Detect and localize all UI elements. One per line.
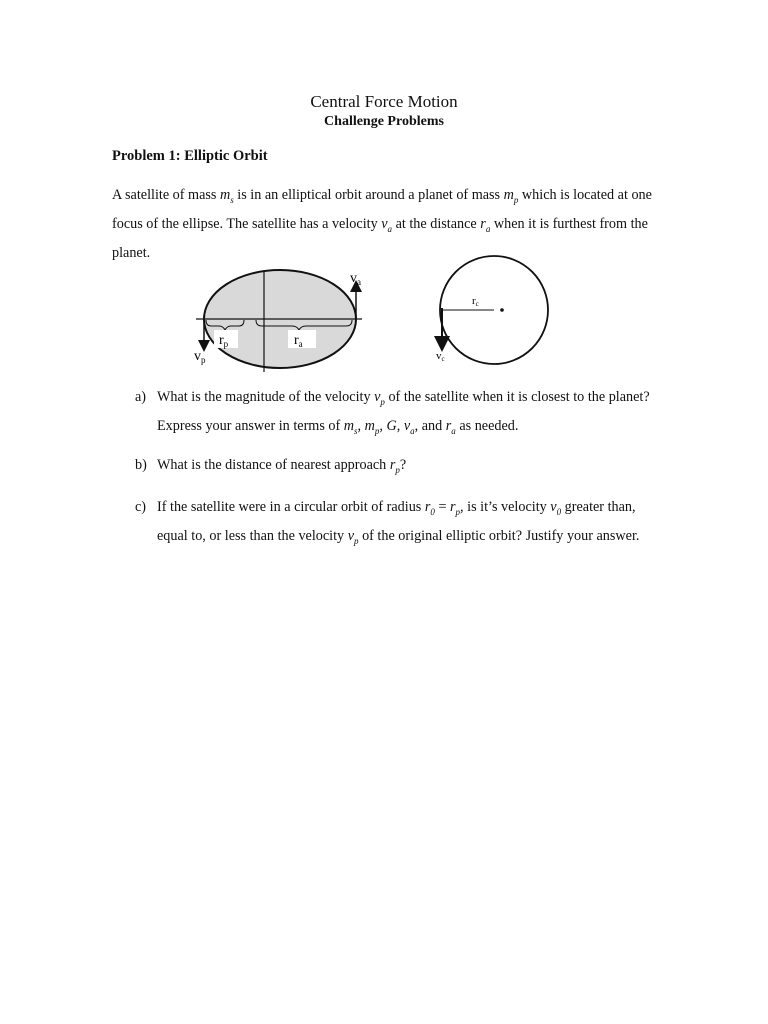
ra-label: $r_a$ bbox=[294, 333, 303, 349]
var-mp: $m_p$ bbox=[503, 187, 519, 205]
intro-text-4: at the distance bbox=[392, 215, 481, 232]
var-rp: $r_p$ bbox=[389, 457, 400, 475]
intro-text-1: A satellite of mass bbox=[112, 187, 220, 203]
var-rp: $r_p$ bbox=[450, 499, 461, 517]
var-vp: $v_p$ bbox=[374, 389, 385, 407]
vp-label: $v_p$ bbox=[194, 349, 206, 365]
question-b bbox=[135, 453, 655, 482]
var-va: $v_a$ bbox=[381, 215, 393, 234]
intro-text-3: which is located at one focus of the ellipse. The satellite has a velocity bbox=[112, 187, 652, 232]
question-a-text: What is the magnitude of the velocity $v_p$ of the satellite when it is closest to the planet? Express your answer in terms of $m_s$, $m_p$, G, $v_a$, and $r_a$ as needed. bbox=[157, 389, 650, 436]
var-ms: $m_s$ bbox=[343, 417, 358, 436]
var-vp: $v_p$ bbox=[347, 527, 359, 546]
var-r0: $r_0$ bbox=[424, 499, 435, 517]
var-mp: $m_p$ bbox=[364, 417, 380, 436]
rc-label: rc bbox=[472, 295, 479, 308]
planet-dot bbox=[500, 308, 504, 312]
var-ra: $r_a$ bbox=[480, 215, 491, 234]
question-c-text: If the satellite were in a circular orbit of radius $r_0 = r_p$, is it’s velocity $v_0$ greater than, equal to, or less than the velocity $v_p$ of the original elliptic orbit? Justify your answer. bbox=[157, 499, 640, 546]
rp-label: $r_p$ bbox=[219, 333, 229, 349]
question-a-letter: a) bbox=[135, 389, 147, 405]
va-label: $v_a$ bbox=[350, 271, 361, 287]
vc-label: vc bbox=[436, 350, 445, 363]
var-v0: $v_0$ bbox=[550, 499, 562, 517]
intro-text-5: when it is furthest from the planet. bbox=[112, 215, 648, 261]
question-c-letter: c) bbox=[135, 499, 147, 515]
var-ms: $m_s$ bbox=[219, 187, 234, 205]
question-b-text: What is the distance of nearest approach $r_p$? bbox=[157, 457, 407, 475]
page-subtitle: Challenge Problems bbox=[324, 114, 444, 129]
var-ra: $r_a$ bbox=[445, 417, 456, 436]
page-title: Central Force Motion bbox=[310, 92, 458, 111]
question-c bbox=[135, 495, 655, 553]
var-va: $v_a$ bbox=[403, 417, 415, 436]
question-a bbox=[135, 385, 655, 443]
problem-heading: Problem 1: Elliptic Orbit bbox=[112, 148, 268, 164]
intro-text-2: is in an elliptical orbit around a planet of mass bbox=[233, 187, 504, 203]
question-b-letter: b) bbox=[135, 457, 147, 473]
var-g: G bbox=[386, 417, 397, 434]
orbit-diagram bbox=[180, 252, 580, 376]
